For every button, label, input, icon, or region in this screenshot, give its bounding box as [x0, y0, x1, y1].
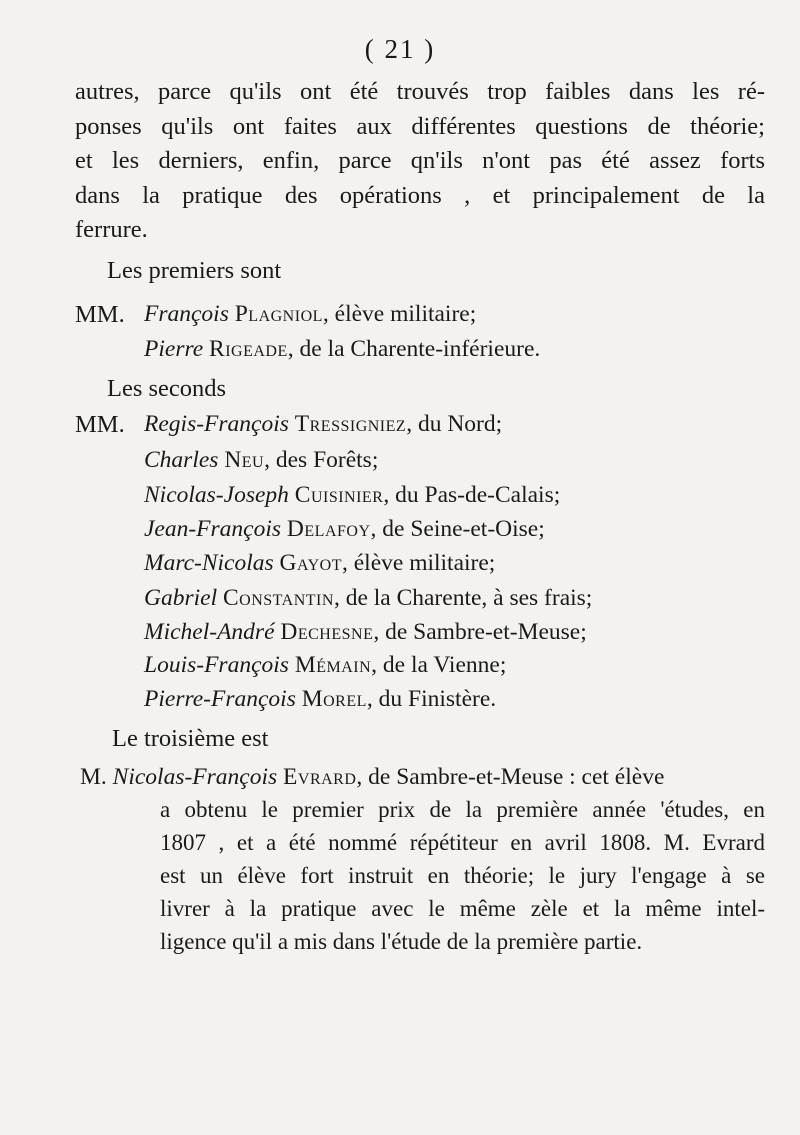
entry-detail: , du Finistère. — [366, 686, 497, 712]
intro-line: ponses qu'ils ont faites aux différentes questions de théorie; — [75, 112, 765, 140]
intro-line: ferrure. — [75, 216, 148, 243]
entry-detail: , élève militaire; — [322, 301, 477, 327]
given-name: Pierre — [144, 336, 204, 362]
name-entry — [144, 336, 540, 363]
section-heading-troisieme: Le troisième est — [112, 725, 269, 752]
section-heading-premiers: Les premiers sont — [107, 257, 282, 284]
intro-paragraph — [75, 75, 765, 248]
surname: Cuisinier — [294, 482, 384, 508]
surname: Plagniol — [234, 301, 323, 327]
section-prefix: MM. — [75, 411, 125, 438]
description-line: est un élève fort instruit en théorie; le jury l'engage à se — [160, 863, 765, 888]
given-name: Nicolas-Joseph — [144, 482, 289, 508]
name-entry — [144, 652, 506, 679]
description-line: livrer à la pratique avec le même zèle et la même intel- — [160, 896, 765, 921]
entry-detail: , du Pas-de-Calais; — [383, 482, 561, 508]
entry-detail: , de Sambre-et-Meuse : cet élève — [356, 764, 665, 790]
surname: Tressigniez — [294, 411, 407, 437]
surname: Dechesne — [280, 619, 374, 645]
section-heading-seconds: Les seconds — [107, 375, 227, 402]
page-number: ( 21 ) — [364, 34, 436, 64]
given-name: Nicolas-François — [112, 764, 278, 790]
given-name: Pierre-François — [144, 686, 296, 712]
section-prefix: M. — [80, 764, 107, 790]
given-name: Gabriel — [144, 585, 218, 611]
surname: Evrard — [283, 764, 357, 790]
entry-detail: , des Forêts; — [264, 447, 379, 473]
name-entry — [144, 686, 496, 713]
name-entry — [144, 447, 378, 474]
evrard-description — [160, 793, 765, 958]
surname: Mémain — [294, 652, 372, 678]
entry-detail: , élève militaire; — [342, 550, 496, 576]
given-name: Charles — [144, 447, 219, 473]
given-name: Regis-François — [144, 411, 289, 437]
surname: Morel — [301, 686, 367, 712]
surname: Rigeade — [209, 336, 288, 362]
given-name: Michel-André — [144, 619, 275, 645]
entry-detail: , de la Charente-inférieure. — [287, 336, 541, 362]
surname: Gayot — [279, 550, 342, 576]
surname: Delafoy — [286, 516, 371, 542]
name-entry — [144, 301, 476, 328]
name-entry — [144, 619, 587, 646]
surname: Constantin — [222, 585, 334, 611]
surname: Neu — [224, 447, 265, 473]
entry-detail: , de la Vienne; — [371, 652, 507, 678]
given-name: Marc-Nicolas — [144, 550, 274, 576]
description-line: ligence qu'il a mis dans l'étude de la première partie. — [160, 929, 643, 954]
entry-detail: , de Seine-et-Oise; — [370, 516, 545, 542]
entry-detail: , de Sambre-et-Meuse; — [373, 619, 587, 645]
given-name: Jean-François — [144, 516, 282, 542]
intro-line: autres, parce qu'ils ont été trouvés trop faibles dans les ré- — [75, 78, 765, 105]
entry-detail: , du Nord; — [406, 411, 503, 437]
name-entry — [144, 482, 560, 509]
entry-detail: , de la Charente, à ses frais; — [333, 585, 593, 611]
name-entry — [144, 585, 592, 612]
intro-line: dans la pratique des opérations , et principalement de la — [75, 181, 765, 209]
description-line: a obtenu le premier prix de la première année 'études, en — [160, 797, 765, 822]
name-entry — [80, 764, 664, 791]
given-name: Louis-François — [144, 652, 289, 678]
description-line: 1807 , et a été nommé répétiteur en avril 1808. M. Evrard — [160, 830, 765, 855]
given-name: François — [144, 301, 229, 327]
intro-line: et les derniers, enfin, parce qn'ils n'ont pas été assez forts — [75, 147, 765, 174]
section-prefix: MM. — [75, 301, 125, 328]
name-entry — [144, 516, 545, 543]
name-entry — [144, 411, 502, 438]
name-entry — [144, 550, 495, 577]
